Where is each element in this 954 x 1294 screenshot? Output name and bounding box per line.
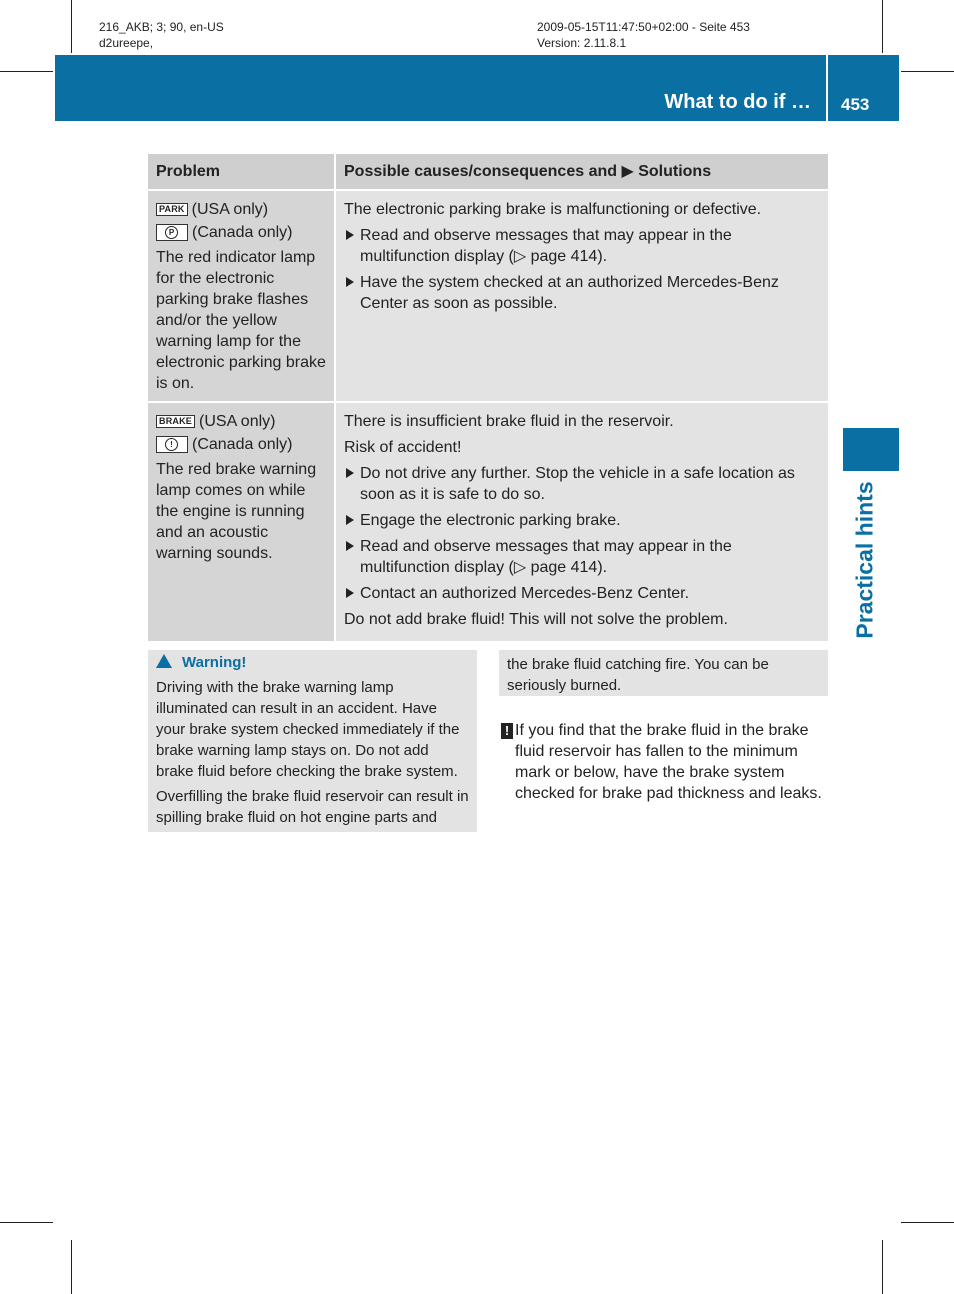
note-text: If you find that the brake fluid in the brake fluid reservoir has fallen to the minimum mark or below, have the brake system checked for brake pad thickness and leaks. [515, 722, 822, 802]
symbol-line [156, 199, 326, 220]
print-meta-right-line2: Version: 2.11.8.1 [537, 36, 627, 50]
print-meta-left [99, 19, 224, 51]
solution-item [344, 272, 820, 314]
section-title: What to do if … [664, 91, 811, 113]
solution-text: Engage the electronic parking brake. [360, 512, 621, 529]
solution-text: Read and observe messages that may appear in the multifunction display (▷ page 414). [360, 538, 732, 576]
column-header-problem: Problem [148, 154, 335, 190]
solution-text: Do not drive any further. Stop the vehicle in a safe location as soon as it is safe to do so. [360, 465, 795, 503]
exclamation-icon: ! [501, 723, 513, 739]
print-meta-right [537, 19, 750, 51]
crop-mark [0, 71, 53, 72]
warning-heading [156, 652, 469, 673]
warning-triangle-icon [156, 654, 172, 668]
solution-text: Contact an authorized Mercedes-Benz Center. [360, 585, 690, 602]
bullet-arrow-icon [346, 230, 354, 240]
problem-description: The red brake warning lamp comes on while the engine is running and an acoustic warning sounds. [156, 461, 317, 562]
warning-paragraph: Driving with the brake warning lamp illuminated can result in an accident. Have your brake system checked immediately if the brake warning lamp stays on. Do not add brake fluid before checking the brake system. [156, 679, 460, 780]
warning-paragraph: Overfilling the brake fluid reservoir can result in spilling brake fluid on hot engine parts and [156, 788, 469, 826]
warning-box [148, 650, 477, 832]
solution-item [344, 510, 820, 531]
brake-circle-glyph: ! [165, 438, 178, 451]
brake-circle-indicator-icon [156, 436, 188, 453]
warning-continued-text: the brake fluid catching fire. You can be seriously burned. [507, 656, 769, 694]
table-row [148, 402, 828, 641]
solution-item [344, 225, 820, 267]
bullet-arrow-icon [346, 468, 354, 478]
p-circle-glyph: P [165, 226, 178, 239]
header-bar [55, 55, 899, 121]
symbol-label: (Canada only) [192, 436, 293, 453]
solution-item [344, 463, 820, 505]
symbol-line [156, 411, 326, 432]
bullet-arrow-icon [346, 515, 354, 525]
solution-item [344, 536, 820, 578]
print-meta-right-line1: 2009-05-15T11:47:50+02:00 - Seite 453 [537, 20, 750, 34]
symbol-line [156, 222, 326, 243]
crop-mark [901, 1222, 954, 1223]
side-tab-label: Practical hints [851, 481, 878, 639]
warning-title: Warning! [182, 654, 247, 671]
print-meta-left-line1: 216_AKB; 3; 90, en-US [99, 20, 224, 34]
risk-text: Risk of accident! [344, 439, 462, 456]
park-indicator-icon: PARK [156, 203, 188, 216]
problem-description: The red indicator lamp for the electronic parking brake flashes and/or the yellow warning lamp for the electronic parking brake is on. [156, 249, 326, 392]
closing-text: Do not add brake fluid! This will not solve the problem. [344, 611, 728, 628]
print-meta-left-line2: d2ureepe, [99, 36, 154, 50]
crop-mark [901, 71, 954, 72]
symbol-label: (USA only) [199, 413, 276, 430]
cause-text: There is insufficient brake fluid in the reservoir. [344, 413, 674, 430]
crop-mark [0, 1222, 53, 1223]
solution-cell [335, 190, 828, 402]
symbol-label: (Canada only) [192, 224, 293, 241]
header-divider [826, 55, 828, 121]
crop-mark [71, 0, 72, 53]
side-tab-marker [843, 428, 899, 471]
problem-cell [148, 190, 335, 402]
warning-continued-box [499, 650, 828, 696]
bullet-arrow-icon [346, 541, 354, 551]
page-number: 453 [841, 95, 870, 114]
brake-indicator-icon: BRAKE [156, 415, 195, 428]
solution-text: Read and observe messages that may appear in the multifunction display (▷ page 414). [360, 227, 732, 265]
bullet-arrow-icon [346, 277, 354, 287]
crop-mark [71, 1240, 72, 1294]
cause-text: The electronic parking brake is malfunctioning or defective. [344, 201, 762, 218]
note [499, 720, 831, 804]
symbol-line [156, 434, 326, 455]
troubleshooting-table [148, 154, 828, 641]
crop-mark [882, 1240, 883, 1294]
side-tab [830, 480, 900, 640]
solution-text: Have the system checked at an authorized Mercedes-Benz Center as soon as possible. [360, 274, 779, 312]
solution-cell [335, 402, 828, 641]
table-header-row [148, 154, 828, 190]
crop-mark [882, 0, 883, 53]
p-circle-indicator-icon [156, 224, 188, 241]
symbol-label: (USA only) [191, 201, 269, 218]
problem-cell [148, 402, 335, 641]
bullet-arrow-icon [346, 588, 354, 598]
table-row [148, 190, 828, 402]
solution-item [344, 583, 820, 604]
column-header-solutions: Possible causes/consequences and ▶ Solutions [335, 154, 828, 190]
